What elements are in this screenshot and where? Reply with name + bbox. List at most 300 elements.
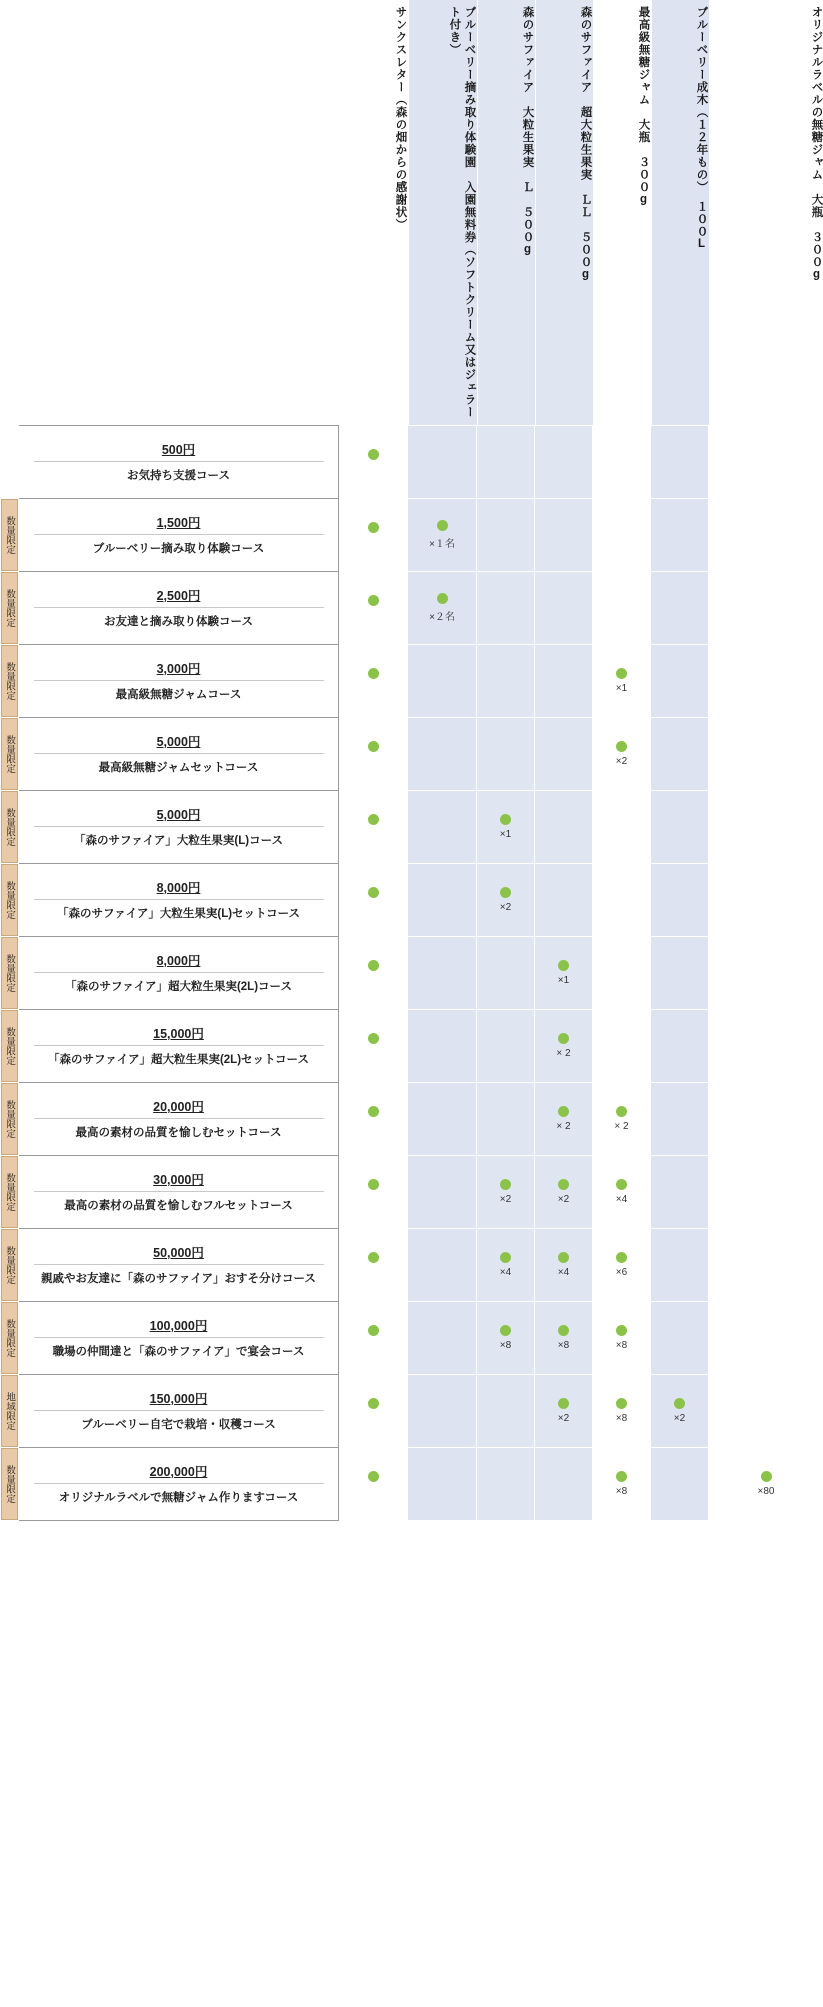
table-row [1,937,823,1010]
reward-cell-content [651,937,708,1009]
reward-cell-content [651,1302,708,1374]
included-dot-icon [368,449,379,460]
course-price: 200,000円 [34,1457,324,1484]
reward-cell-content [339,426,407,498]
included-dot-icon [368,887,379,898]
limited-badge-label: 数量限定 [4,1319,16,1357]
reward-cell-content [709,645,823,717]
reward-cell-col-picking [408,1229,477,1302]
reward-cell-col-original [709,1229,823,1302]
limited-badge [1,1156,18,1228]
reward-cell-content [339,572,407,644]
included-dot-icon [558,1252,569,1263]
reward-cell-content [339,718,407,790]
limited-badge [1,1302,18,1374]
quantity-label: ×4 [557,1267,570,1278]
quantity-label: ×2 [557,1194,570,1205]
limited-badge-cell [1,1083,19,1156]
course-price: 5,000円 [34,727,324,754]
reward-cell-col-picking [408,718,477,791]
included-dot-icon [368,1106,379,1117]
reward-cell-content [535,426,592,498]
reward-cell-col-ll500 [535,718,593,791]
reward-cell-content [535,1229,592,1301]
reward-cell-col-ll500 [535,1302,593,1375]
reward-cell-col-picking [408,1448,477,1521]
reward-cell-col-jam300 [593,1229,651,1302]
reward-cell-content [651,426,708,498]
course-name: 「森のサファイア」超大粒生果実(2L)コース [65,980,292,993]
quantity-label: ×2 [499,902,512,913]
reward-cell-col-picking [408,1302,477,1375]
reward-cell-col-naruki [651,718,709,791]
reward-cell-col-l500 [477,1448,535,1521]
reward-cell-col-original [709,1448,823,1521]
limited-badge-label: 数量限定 [4,1027,16,1065]
course-cell [19,1302,339,1375]
reward-cell-content [651,1010,708,1082]
included-dot-icon [558,1325,569,1336]
reward-cell-content [535,1083,592,1155]
reward-cell-content [709,1010,823,1082]
reward-cell-content [593,1083,650,1155]
reward-cell-col-thanks [339,718,408,791]
limited-badge [1,499,18,571]
reward-cell-content [477,937,534,1009]
reward-cell-content [593,645,650,717]
included-dot-icon [368,814,379,825]
course-cell [19,1375,339,1448]
included-dot-icon [558,1179,569,1190]
reward-cell-content [477,1229,534,1301]
reward-cell-col-thanks [339,572,408,645]
reward-cell-col-l500 [477,1010,535,1083]
reward-cell-col-naruki [651,864,709,937]
table-row [1,572,823,645]
reward-cell-col-naruki [651,937,709,1010]
reward-cell-content [477,645,534,717]
reward-cell-content [651,791,708,863]
reward-cell-col-naruki [651,1010,709,1083]
course-name: 最高の素材の品質を愉しむフルセットコース [64,1199,293,1212]
included-dot-icon [368,1033,379,1044]
course-name: オリジナルラベルで無糖ジャム作りますコース [58,1491,299,1504]
limited-badge [1,791,18,863]
course-name: 最高の素材の品質を愉しむセットコース [75,1126,282,1139]
included-dot-icon [761,1471,772,1482]
limited-badge-cell [1,1229,19,1302]
reward-cell-content [477,499,534,571]
reward-cell-col-thanks [339,1010,408,1083]
course-cell [19,718,339,791]
reward-cell-content [535,1302,592,1374]
reward-cell-col-thanks [339,1448,408,1521]
course-cell [19,645,339,718]
limited-badge-label: 数量限定 [4,1246,16,1284]
limited-badge [1,1010,18,1082]
reward-cell-content [593,1010,650,1082]
reward-cell-col-original [709,645,823,718]
included-dot-icon [674,1398,685,1409]
reward-cell-col-l500 [477,1083,535,1156]
reward-cell-col-thanks [339,1229,408,1302]
reward-cell-content [593,499,650,571]
course-cell [19,1083,339,1156]
reward-cell-content [477,791,534,863]
reward-cell-col-jam300 [593,937,651,1010]
header-label: 森のサファイア 大粒生果実 Ｌ ５００g [521,6,534,257]
header-col-picking [408,0,477,426]
reward-cell-content [593,718,650,790]
quantity-label: ×4 [499,1267,512,1278]
limited-badge-label: 数量限定 [4,735,16,773]
quantity-label: ×１名 [429,539,455,550]
included-dot-icon [616,1471,627,1482]
reward-cell-content [651,499,708,571]
limited-badge [1,1448,18,1520]
course-price: 8,000円 [34,946,324,973]
reward-cell-col-thanks [339,791,408,864]
reward-cell-col-naruki [651,499,709,572]
course-name: 親戚やお友達に「森のサファイア」おすそ分けコース [41,1272,316,1285]
reward-cell-col-picking [408,645,477,718]
reward-cell-col-ll500 [535,1448,593,1521]
course-price: 20,000円 [34,1092,324,1119]
included-dot-icon [500,887,511,898]
reward-cell-content [339,864,407,936]
reward-cell-content [535,645,592,717]
limited-badge-cell [1,645,19,718]
reward-cell-content [477,1083,534,1155]
reward-cell-col-thanks [339,1302,408,1375]
course-price: 2,500円 [34,581,324,608]
reward-cell-col-l500 [477,1229,535,1302]
limited-badge-label: 数量限定 [4,589,16,627]
reward-cell-content [709,572,823,644]
reward-cell-col-picking [408,937,477,1010]
included-dot-icon [368,1471,379,1482]
table-row [1,1156,823,1229]
course-cell [19,1229,339,1302]
course-name: 「森のサファイア」大粒生果実(L)コース [73,834,284,847]
reward-cell-col-original [709,718,823,791]
reward-cell-content [709,1083,823,1155]
reward-cell-col-l500 [477,426,535,499]
reward-cell-col-picking [408,426,477,499]
table-row [1,1448,823,1521]
limited-badge [1,1229,18,1301]
reward-cell-col-picking [408,1010,477,1083]
reward-cell-content [477,718,534,790]
included-dot-icon [368,668,379,679]
reward-cell-content [339,1448,407,1520]
reward-cell-col-picking [408,499,477,572]
reward-cell-col-ll500 [535,1156,593,1229]
reward-cell-content [709,426,823,498]
table-row [1,1375,823,1448]
reward-cell-content [408,718,476,790]
limited-badge-label: 数量限定 [4,662,16,700]
reward-cell-content [593,426,650,498]
limited-badge-cell [1,1302,19,1375]
reward-cell-col-jam300 [593,499,651,572]
reward-cell-col-l500 [477,572,535,645]
reward-cell-col-original [709,937,823,1010]
reward-cell-content [535,718,592,790]
reward-cell-content [709,1448,823,1520]
reward-cell-content [535,1448,592,1520]
reward-cell-col-l500 [477,937,535,1010]
reward-cell-content [593,1375,650,1447]
reward-cell-col-picking [408,791,477,864]
course-name: ブルーベリー自宅で栽培・収穫コース [81,1418,276,1431]
course-cell [19,864,339,937]
reward-cell-content [593,791,650,863]
limited-badge-cell [1,1156,19,1229]
limited-badge-cell [1,1010,19,1083]
course-name: 「森のサファイア」超大粒生果実(2L)セットコース [48,1053,309,1066]
reward-cell-col-ll500 [535,1229,593,1302]
limited-badge [1,1375,18,1447]
reward-cell-col-ll500 [535,1083,593,1156]
reward-cell-col-jam300 [593,572,651,645]
reward-cell-content [651,1156,708,1228]
limited-badge-cell [1,718,19,791]
course-name: お友達と摘み取り体験コース [104,615,253,628]
header-label: オリジナルラベルの無糖ジャム 大瓶 ３００g [810,6,823,282]
reward-cell-col-naruki [651,1083,709,1156]
reward-cell-col-l500 [477,1156,535,1229]
reward-cell-col-picking [408,1083,477,1156]
quantity-label: ×80 [757,1486,775,1497]
reward-cell-content [535,1010,592,1082]
limited-badge-label: 数量限定 [4,808,16,846]
table-row [1,1229,823,1302]
reward-cell-col-ll500 [535,499,593,572]
reward-cell-content [477,572,534,644]
reward-cell-col-l500 [477,864,535,937]
course-name: 最高級無糖ジャムセットコース [98,761,259,774]
course-price: 5,000円 [34,800,324,827]
course-price: 8,000円 [34,873,324,900]
quantity-label: ×6 [615,1267,628,1278]
limited-badge-label: 数量限定 [4,1100,16,1138]
header-label: サンクスレター（森の畑からの感謝状） [394,6,407,231]
included-dot-icon [616,1398,627,1409]
reward-cell-content [535,1375,592,1447]
reward-cell-content [593,572,650,644]
course-cell [19,937,339,1010]
course-cell [19,791,339,864]
quantity-label: ×8 [615,1486,628,1497]
course-price: 150,000円 [34,1384,324,1411]
quantity-label: × 2 [614,1121,629,1132]
quantity-label: ×２名 [429,612,455,623]
reward-cell-col-thanks [339,1083,408,1156]
course-cell [19,499,339,572]
reward-cell-col-thanks [339,645,408,718]
reward-cell-col-naruki [651,645,709,718]
reward-cell-col-thanks [339,864,408,937]
reward-cell-content [477,1010,534,1082]
reward-cell-content [408,1229,476,1301]
included-dot-icon [558,1106,569,1117]
reward-cell-content [339,791,407,863]
table-row [1,1302,823,1375]
quantity-label: × 2 [556,1048,571,1059]
included-dot-icon [616,741,627,752]
course-price: 100,000円 [34,1311,324,1338]
limited-badge-cell [1,1448,19,1521]
included-dot-icon [368,1398,379,1409]
included-dot-icon [616,1325,627,1336]
quantity-label: ×8 [499,1340,512,1351]
reward-cell-content [709,1229,823,1301]
limited-badge-cell [1,1375,19,1448]
included-dot-icon [437,593,448,604]
limited-badge [1,645,18,717]
limited-badge [1,718,18,790]
reward-cell-col-l500 [477,499,535,572]
included-dot-icon [616,668,627,679]
included-dot-icon [368,741,379,752]
reward-cell-content [477,1156,534,1228]
reward-cell-col-jam300 [593,864,651,937]
header-label: 森のサファイア 超大粒生果実 ＬＬ ５００g [579,6,592,282]
included-dot-icon [437,520,448,531]
reward-cell-content [477,1302,534,1374]
reward-cell-content [709,1375,823,1447]
reward-cell-col-original [709,1010,823,1083]
included-dot-icon [368,1252,379,1263]
reward-cell-content [709,791,823,863]
course-name: お気持ち支援コース [127,469,230,482]
reward-cell-content [339,645,407,717]
limited-badge-cell [1,937,19,1010]
limited-badge [1,937,18,1009]
course-name: ブルーベリー摘み取り体験コース [92,542,265,555]
quantity-label: ×8 [615,1413,628,1424]
reward-cell-content [477,1375,534,1447]
reward-cell-col-jam300 [593,1375,651,1448]
header-blank-course [19,0,339,426]
reward-cell-content [651,1375,708,1447]
reward-cell-col-original [709,1156,823,1229]
reward-cell-content [477,1448,534,1520]
reward-cell-col-jam300 [593,1156,651,1229]
course-cell [19,426,339,499]
header-col-ll500 [535,0,593,426]
reward-cell-col-picking [408,864,477,937]
reward-cell-content [593,864,650,936]
quantity-label: × 2 [556,1121,571,1132]
reward-cell-col-ll500 [535,426,593,499]
course-name: 「森のサファイア」大粒生果実(L)セットコース [56,907,301,920]
course-price: 30,000円 [34,1165,324,1192]
course-price: 3,000円 [34,654,324,681]
reward-cell-content [339,1156,407,1228]
header-col-l500 [477,0,535,426]
header-col-original [709,0,823,426]
course-name: 最高級無糖ジャムコース [115,688,242,701]
quantity-label: ×8 [615,1340,628,1351]
reward-cell-content [408,645,476,717]
reward-cell-col-jam300 [593,1083,651,1156]
reward-cell-col-thanks [339,937,408,1010]
reward-cell-col-jam300 [593,1302,651,1375]
reward-cell-col-thanks [339,499,408,572]
reward-cell-col-thanks [339,426,408,499]
header-label: ブルーベリー摘み取り体験園 入園無料券（ソフトクリーム又はジェラート付き） [448,6,476,419]
quantity-label: ×2 [673,1413,686,1424]
included-dot-icon [368,1179,379,1190]
limited-badge-label: 数量限定 [4,954,16,992]
reward-cell-col-original [709,426,823,499]
reward-cell-col-l500 [477,645,535,718]
course-cell [19,1448,339,1521]
course-price: 15,000円 [34,1019,324,1046]
reward-cell-content [408,1302,476,1374]
reward-cell-content [339,937,407,1009]
limited-badge-label: 数量限定 [4,1465,16,1503]
table-row [1,718,823,791]
reward-cell-content [535,937,592,1009]
reward-cell-col-l500 [477,1375,535,1448]
reward-cell-col-original [709,1083,823,1156]
reward-cell-col-naruki [651,426,709,499]
course-cell [19,1156,339,1229]
header-blank-limited [1,0,19,426]
header-label: 最高級無糖ジャム 大瓶 ３００g [637,6,650,207]
table-row [1,426,823,499]
reward-cell-content [339,1229,407,1301]
reward-cell-col-jam300 [593,1010,651,1083]
reward-cell-col-naruki [651,1302,709,1375]
included-dot-icon [368,960,379,971]
reward-cell-content [408,499,476,571]
reward-cell-col-jam300 [593,645,651,718]
limited-badge-cell [1,426,19,499]
limited-badge-label: 数量限定 [4,1173,16,1211]
reward-cell-col-naruki [651,1229,709,1302]
quantity-label: ×2 [557,1413,570,1424]
reward-cell-content [709,864,823,936]
reward-cell-col-ll500 [535,937,593,1010]
reward-cell-content [535,572,592,644]
reward-cell-col-ll500 [535,572,593,645]
reward-cell-col-thanks [339,1375,408,1448]
reward-cell-col-thanks [339,1156,408,1229]
reward-cell-col-ll500 [535,645,593,718]
limited-badge [1,572,18,644]
course-price: 500円 [34,435,324,462]
reward-cell-content [709,499,823,571]
reward-cell-content [408,572,476,644]
reward-cell-content [535,864,592,936]
reward-cell-content [535,791,592,863]
limited-badge-cell [1,791,19,864]
included-dot-icon [500,1179,511,1190]
quantity-label: ×2 [499,1194,512,1205]
included-dot-icon [500,1252,511,1263]
limited-badge-cell [1,864,19,937]
course-price: 50,000円 [34,1238,324,1265]
table-row [1,1083,823,1156]
reward-cell-content [651,864,708,936]
included-dot-icon [558,1033,569,1044]
included-dot-icon [616,1252,627,1263]
limited-badge-cell [1,572,19,645]
